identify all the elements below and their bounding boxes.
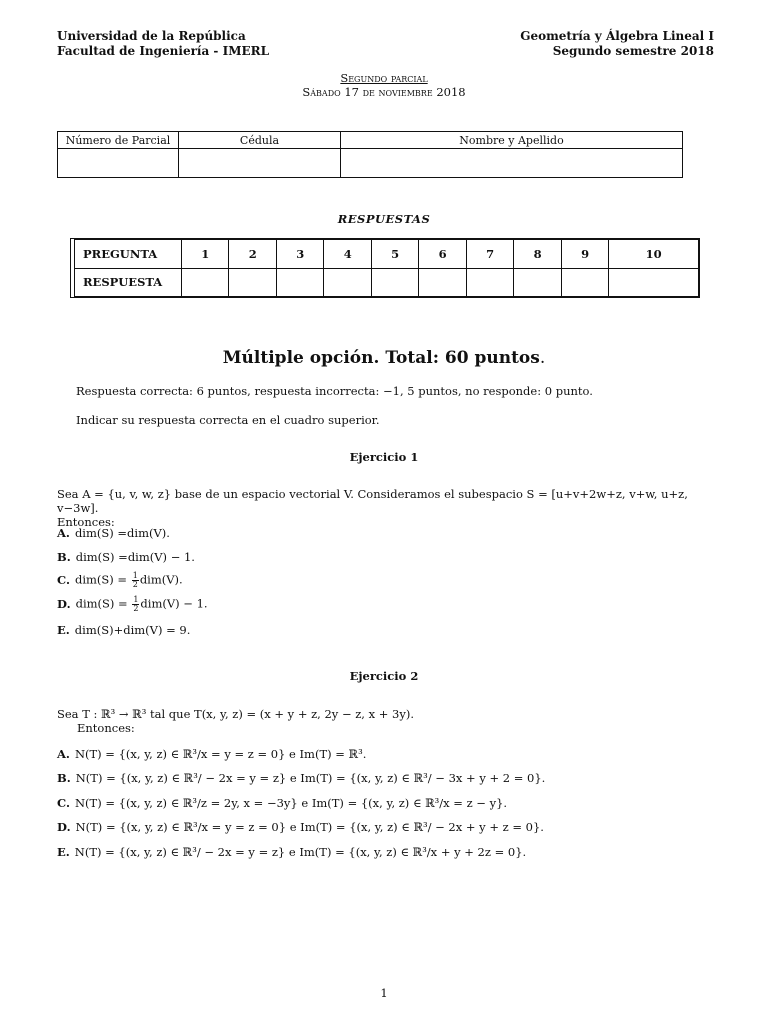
fraction bbox=[132, 572, 139, 589]
university-name: Universidad de la República bbox=[57, 29, 246, 43]
answer-row-label: RESPUESTA bbox=[75, 268, 182, 297]
question-number: 4 bbox=[324, 240, 371, 269]
option-letter: C. bbox=[57, 796, 70, 810]
option-text: dim(S) =dim(V). bbox=[74, 526, 170, 540]
id-field-cedula[interactable] bbox=[179, 149, 341, 178]
option-text: N(T) = {(x, y, z) ∈ ℝ³/z = 2y, x = −3y} e Im(T) = {(x, y, z) ∈ ℝ³/x = z − y}. bbox=[74, 796, 508, 810]
semester: Segundo semestre 2018 bbox=[552, 44, 714, 58]
exercise1-option-d bbox=[57, 596, 208, 613]
section-title-text: Múltiple opción. Total: 60 puntos bbox=[222, 348, 540, 368]
option-letter: D. bbox=[57, 820, 71, 834]
answer-cell[interactable] bbox=[609, 268, 699, 297]
option-letter: C. bbox=[57, 572, 70, 587]
question-row-label: PREGUNTA bbox=[75, 240, 182, 269]
question-number: 3 bbox=[276, 240, 323, 269]
option-text-post: dim(V). bbox=[139, 572, 183, 587]
scoring-rules: Respuesta correcta: 6 puntos, respuesta incorrecta: −1, 5 puntos, no responde: 0 punto. bbox=[76, 384, 593, 398]
exam-date: Sábado 17 de noviembre 2018 bbox=[302, 85, 466, 99]
course-name: Geometría y Álgebra Lineal I bbox=[520, 29, 714, 43]
question-number: 2 bbox=[229, 240, 276, 269]
identification-table bbox=[57, 131, 683, 178]
option-text: N(T) = {(x, y, z) ∈ ℝ³/ − 2x = y = z} e Im(T) = {(x, y, z) ∈ ℝ³/x + y + 2z = 0}. bbox=[74, 845, 527, 859]
question-number: 1 bbox=[182, 240, 229, 269]
answer-cell[interactable] bbox=[466, 268, 513, 297]
question-number: 6 bbox=[419, 240, 466, 269]
answer-cell[interactable] bbox=[324, 268, 371, 297]
section-title-dot: . bbox=[539, 348, 546, 368]
id-field-nombre[interactable] bbox=[341, 149, 683, 178]
fraction bbox=[132, 596, 139, 613]
question-number: 7 bbox=[466, 240, 513, 269]
answer-cell[interactable] bbox=[182, 268, 229, 297]
answers-title: RESPUESTAS bbox=[337, 212, 431, 226]
answer-cell[interactable] bbox=[229, 268, 276, 297]
fraction-denominator: 2 bbox=[133, 604, 139, 613]
exercise1-option-e bbox=[57, 623, 190, 637]
exercise1-option-b bbox=[57, 550, 195, 564]
instructions: Indicar su respuesta correcta en el cuadro superior. bbox=[76, 413, 380, 427]
exam-title bbox=[0, 71, 768, 99]
exercise1-option-a bbox=[57, 526, 170, 540]
exercise1-statement bbox=[57, 487, 717, 529]
answer-cell[interactable] bbox=[514, 268, 561, 297]
id-header-nombre: Nombre y Apellido bbox=[341, 132, 683, 149]
question-number: 8 bbox=[514, 240, 561, 269]
option-letter: E. bbox=[57, 845, 70, 859]
header-right bbox=[520, 29, 714, 59]
exercise2-statement-text: Sea T : ℝ³ → ℝ³ tal que T(x, y, z) = (x + y + z, 2y − z, x + 3y). bbox=[57, 707, 415, 721]
option-text: N(T) = {(x, y, z) ∈ ℝ³/ − 2x = y = z} e Im(T) = {(x, y, z) ∈ ℝ³/ − 3x + y + 2 = 0}. bbox=[75, 771, 546, 785]
option-text: dim(S)+dim(V) = 9. bbox=[74, 623, 191, 637]
exercise2-option-e bbox=[57, 845, 526, 859]
option-text-pre: dim(S) = bbox=[74, 572, 131, 587]
option-text-post: dim(V) − 1. bbox=[140, 596, 208, 611]
exercise2-entonces: Entonces: bbox=[77, 721, 135, 735]
option-letter: A. bbox=[57, 526, 70, 540]
question-number: 9 bbox=[561, 240, 608, 269]
exercise2-option-a bbox=[57, 747, 366, 761]
faculty-name: Facultad de Ingeniería - IMERL bbox=[57, 44, 270, 58]
exercise2-option-c bbox=[57, 796, 507, 810]
page-number: 1 bbox=[380, 986, 388, 1000]
fraction-numerator: 1 bbox=[133, 595, 139, 604]
option-letter: B. bbox=[57, 550, 71, 564]
question-number: 5 bbox=[371, 240, 418, 269]
exercise1-option-c bbox=[57, 572, 183, 589]
exercise2-option-b bbox=[57, 771, 545, 785]
question-number: 10 bbox=[609, 240, 699, 269]
exercise2-title: Ejercicio 2 bbox=[349, 669, 419, 683]
id-field-parcial[interactable] bbox=[58, 149, 179, 178]
fraction-denominator: 2 bbox=[132, 580, 138, 589]
id-header-cedula: Cédula bbox=[179, 132, 341, 149]
exercise1-statement-text: Sea A = {u, v, w, z} base de un espacio vectorial V. Consideramos el subespacio S = [u+v+2w+z, v+w, u+z, v−3w]. bbox=[57, 487, 688, 515]
option-letter: E. bbox=[57, 623, 70, 637]
option-letter: A. bbox=[57, 747, 70, 761]
answer-cell[interactable] bbox=[371, 268, 418, 297]
section-title bbox=[0, 348, 768, 368]
id-header-parcial: Número de Parcial bbox=[58, 132, 179, 149]
answer-cell[interactable] bbox=[276, 268, 323, 297]
option-text-pre: dim(S) = bbox=[75, 596, 132, 611]
exercise1-entonces: Entonces: bbox=[57, 515, 115, 529]
answer-cell[interactable] bbox=[419, 268, 466, 297]
header-left bbox=[57, 29, 269, 59]
exam-name: Segundo parcial bbox=[340, 71, 428, 85]
option-letter: D. bbox=[57, 596, 71, 611]
answers-table bbox=[74, 239, 699, 297]
answers-table-frame bbox=[70, 238, 700, 298]
option-text: dim(S) =dim(V) − 1. bbox=[75, 550, 195, 564]
option-text: N(T) = {(x, y, z) ∈ ℝ³/x = y = z = 0} e Im(T) = {(x, y, z) ∈ ℝ³/ − 2x + y + z = 0}. bbox=[75, 820, 544, 834]
exercise2-option-d bbox=[57, 820, 544, 834]
option-letter: B. bbox=[57, 771, 71, 785]
answer-cell[interactable] bbox=[561, 268, 608, 297]
exercise1-title: Ejercicio 1 bbox=[349, 450, 419, 464]
option-text: N(T) = {(x, y, z) ∈ ℝ³/x = y = z = 0} e Im(T) = ℝ³. bbox=[74, 747, 367, 761]
exercise2-statement bbox=[57, 707, 717, 735]
fraction-numerator: 1 bbox=[132, 571, 138, 580]
